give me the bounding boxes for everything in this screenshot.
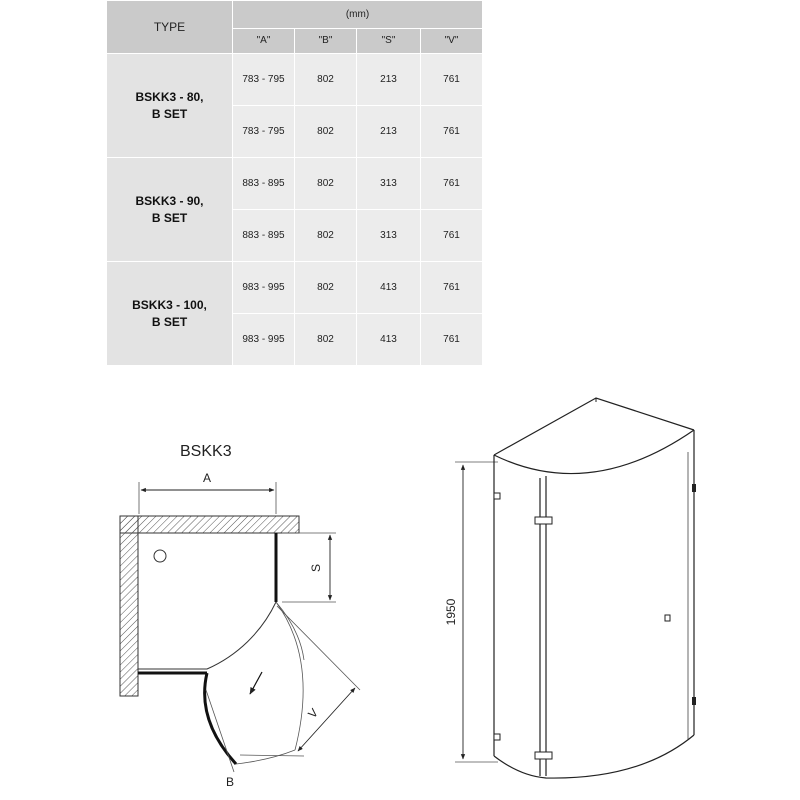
model-name: BSKK3 - 80, B SET xyxy=(107,54,233,158)
wall-bracket xyxy=(494,734,500,740)
value-b: 802 xyxy=(295,54,357,106)
dimension-s xyxy=(282,533,336,602)
door-knob xyxy=(665,615,670,621)
value-s: 213 xyxy=(357,106,421,158)
drain-icon xyxy=(154,550,166,562)
value-b: 802 xyxy=(295,106,357,158)
value-v: 761 xyxy=(421,262,483,314)
dimension-v xyxy=(240,606,360,756)
value-a: 983 - 995 xyxy=(233,262,295,314)
model-name: BSKK3 - 100, B SET xyxy=(107,262,233,366)
value-b: 802 xyxy=(295,210,357,262)
door-swing-arc-lower xyxy=(236,750,295,764)
value-a: 983 - 995 xyxy=(233,314,295,366)
height-dimension xyxy=(444,462,498,762)
height-label: 1950 xyxy=(444,598,458,626)
door-swing-arc xyxy=(276,602,303,750)
value-b: 802 xyxy=(295,314,357,366)
value-v: 761 xyxy=(421,314,483,366)
column-header-v: "V" xyxy=(421,28,483,53)
value-v: 761 xyxy=(421,158,483,210)
value-v: 761 xyxy=(421,54,483,106)
dim-v-label: V xyxy=(305,705,321,721)
plan-title: BSKK3 xyxy=(180,443,232,460)
dim-a-label: A xyxy=(202,471,212,485)
value-v: 761 xyxy=(421,106,483,158)
top-back-edges xyxy=(494,398,694,455)
door-hinge xyxy=(535,517,552,524)
base-curve xyxy=(494,735,694,778)
type-header: TYPE xyxy=(107,1,233,54)
plan-view xyxy=(120,443,360,789)
dim-b-label: B xyxy=(225,775,235,789)
value-a: 783 - 795 xyxy=(233,106,295,158)
wall-profile-clip xyxy=(692,697,696,705)
unit-header: (mm) xyxy=(233,1,483,29)
column-header-a: "A" xyxy=(233,28,295,53)
model-name: BSKK3 - 90, B SET xyxy=(107,158,233,262)
elevation-view xyxy=(444,398,696,778)
shower-tray-outline xyxy=(138,533,276,669)
value-s: 213 xyxy=(357,54,421,106)
value-s: 313 xyxy=(357,158,421,210)
value-s: 313 xyxy=(357,210,421,262)
value-b: 802 xyxy=(295,262,357,314)
wall-left xyxy=(120,516,138,696)
door-leaf xyxy=(205,673,236,764)
swing-direction-arrow xyxy=(250,672,262,694)
value-b: 802 xyxy=(295,158,357,210)
top-front-curve xyxy=(494,430,694,474)
dimension-a xyxy=(139,471,276,514)
dim-s-label: S xyxy=(309,563,323,573)
value-s: 413 xyxy=(357,262,421,314)
door-hinge xyxy=(535,752,552,759)
wall-profile-clip xyxy=(692,484,696,492)
value-v: 761 xyxy=(421,210,483,262)
value-a: 783 - 795 xyxy=(233,54,295,106)
wall-bracket xyxy=(494,493,500,499)
value-a: 883 - 895 xyxy=(233,158,295,210)
column-header-b: "B" xyxy=(295,28,357,53)
wall-top xyxy=(120,516,299,533)
value-a: 883 - 895 xyxy=(233,210,295,262)
column-header-s: "S" xyxy=(357,28,421,53)
value-s: 413 xyxy=(357,314,421,366)
dimension-b xyxy=(206,690,234,789)
